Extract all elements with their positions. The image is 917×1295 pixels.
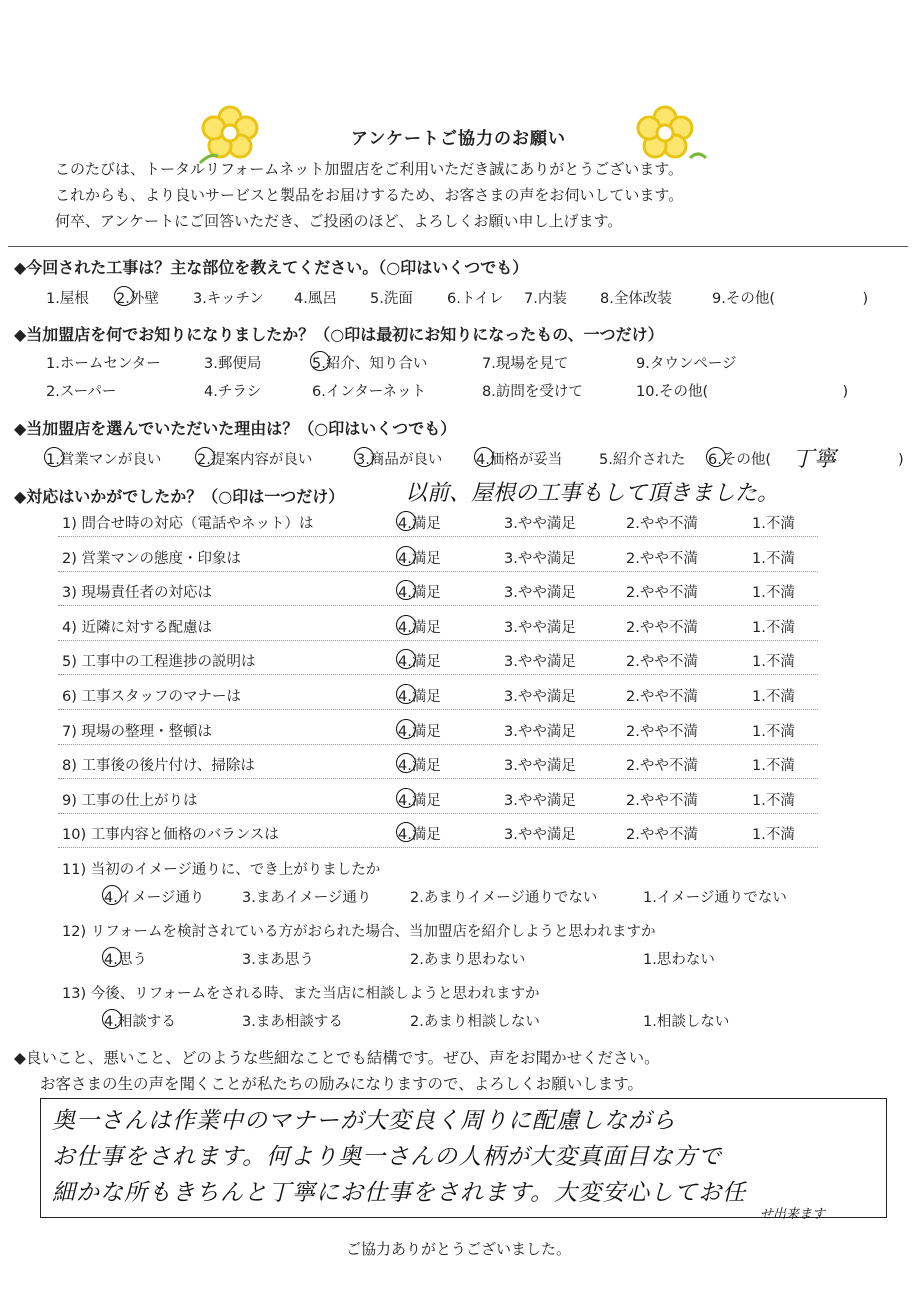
rating-option: 1.不満 bbox=[752, 827, 795, 843]
rating-option: 2.やや不満 bbox=[626, 654, 698, 670]
rating-option: 4.満足 bbox=[398, 654, 441, 670]
rating-option: 2.やや不満 bbox=[626, 516, 698, 532]
rating-option: 1.不満 bbox=[752, 585, 795, 601]
q2-option: 6.インターネット bbox=[312, 384, 427, 400]
rating-option: 3.やや満足 bbox=[504, 620, 576, 636]
thanks-text: ご協力ありがとうございました。 bbox=[345, 1240, 571, 1258]
q12-label: 12) リフォームを検討されている方がおられた場合、当加盟店を紹介しようと思われますか bbox=[62, 924, 656, 940]
rating-option: 2.やや不満 bbox=[626, 793, 698, 809]
q2-label: ◆当加盟店を何でお知りになりましたか？（○印は最初にお知りになったもの、一つだけ） bbox=[14, 325, 664, 344]
comments-label: ◆良いこと、悪いこと、どのような些細なことでも結構です。ぜひ、声をお聞かせください。 bbox=[14, 1049, 660, 1067]
selection-circle bbox=[396, 615, 416, 635]
rating-option: 4.満足 bbox=[398, 516, 441, 532]
rating-option: 1.不満 bbox=[752, 793, 795, 809]
selection-circle bbox=[396, 788, 416, 808]
q2-option: 3.郵便局 bbox=[204, 356, 262, 372]
q11-option: 4.イメージ通り bbox=[104, 890, 205, 906]
q4-handwritten-note: 以前、屋根の工事もして頂きました。 bbox=[405, 481, 780, 506]
rating-option: 2.やや不満 bbox=[626, 551, 698, 567]
selection-circle bbox=[195, 447, 215, 467]
q1-option: 1.屋根 bbox=[46, 291, 89, 307]
comments-sub: お客さまの生の声を聞くことが私たちの励みになりますので、よろしくお願いします。 bbox=[40, 1075, 643, 1093]
row-divider bbox=[58, 847, 818, 848]
q3-option: 3.商品が良い bbox=[356, 452, 443, 468]
rating-option: 4.満足 bbox=[398, 758, 441, 774]
q3-label: ◆当加盟店を選んでいただいた理由は？（○印はいくつでも） bbox=[14, 419, 457, 438]
selection-circle bbox=[44, 447, 64, 467]
row-divider bbox=[58, 536, 818, 537]
q1-option: 3.キッチン bbox=[193, 291, 264, 307]
rating-item-label: 4) 近隣に対する配慮は bbox=[62, 620, 212, 636]
rating-option: 1.不満 bbox=[752, 516, 795, 532]
selection-circle bbox=[396, 580, 416, 600]
rating-option: 4.満足 bbox=[398, 551, 441, 567]
selection-circle bbox=[396, 649, 416, 669]
q1-option: 2.外壁 bbox=[116, 291, 159, 307]
q3-option: ) bbox=[840, 452, 904, 468]
rating-option: 2.やや不満 bbox=[626, 585, 698, 601]
rating-option: 2.やや不満 bbox=[626, 689, 698, 705]
row-divider bbox=[58, 605, 818, 606]
rating-option: 2.やや不満 bbox=[626, 724, 698, 740]
rating-item-label: 10) 工事内容と価格のバランスは bbox=[62, 827, 279, 843]
q1-option: 8.全体改装 bbox=[600, 291, 672, 307]
rating-item-label: 9) 工事の仕上がりは bbox=[62, 793, 198, 809]
intro-line: これからも、より良いサービスと製品をお届けするため、お客さまの声をお伺いしています。 bbox=[55, 186, 684, 204]
q12-option: 1.思わない bbox=[643, 952, 715, 968]
rating-item-label: 5) 工事中の工程進捗の説明は bbox=[62, 654, 256, 670]
selection-circle bbox=[396, 511, 416, 531]
rating-option: 4.満足 bbox=[398, 724, 441, 740]
q12-option: 2.あまり思わない bbox=[410, 952, 526, 968]
rating-option: 1.不満 bbox=[752, 689, 795, 705]
rating-option: 1.不満 bbox=[752, 724, 795, 740]
comment-line: お仕事をされます。何より奥一さんの人柄が大変真面目な方で bbox=[52, 1144, 723, 1170]
selection-circle bbox=[396, 822, 416, 842]
rating-option: 3.やや満足 bbox=[504, 516, 576, 532]
q3-option: 6.その他( bbox=[708, 452, 771, 468]
q1-option: 5.洗面 bbox=[370, 291, 413, 307]
row-divider bbox=[58, 778, 818, 779]
q1-option: 4.風呂 bbox=[294, 291, 337, 307]
q1-label: ◆今回された工事は？主な部位を教えてください。（○印はいくつでも） bbox=[14, 258, 529, 277]
q13-option: 4.相談する bbox=[104, 1014, 176, 1030]
q11-option: 2.あまりイメージ通りでない bbox=[410, 890, 598, 906]
q3-option: 4.価格が妥当 bbox=[476, 452, 563, 468]
q2-option: 4.チラシ bbox=[204, 384, 262, 400]
rating-option: 3.やや満足 bbox=[504, 758, 576, 774]
q11-label: 11) 当初のイメージ通りに、でき上がりましたか bbox=[62, 862, 381, 878]
q11-option: 3.まあイメージ通り bbox=[242, 890, 372, 906]
selection-circle bbox=[474, 447, 494, 467]
rating-option: 3.やや満足 bbox=[504, 585, 576, 601]
rating-option: 4.満足 bbox=[398, 793, 441, 809]
q13-option: 2.あまり相談しない bbox=[410, 1014, 540, 1030]
comment-line: せ出来ます bbox=[760, 1207, 826, 1222]
rating-option: 1.不満 bbox=[752, 654, 795, 670]
q13-label: 13) 今後、リフォームをされる時、また当店に相談しようと思われますか bbox=[62, 986, 540, 1002]
intro-line: 何卒、アンケートにご回答いただき、ご投函のほど、よろしくお願い申し上げます。 bbox=[55, 212, 623, 230]
selection-circle bbox=[354, 447, 374, 467]
q3-option: 5.紹介された bbox=[599, 452, 686, 468]
rating-option: 3.やや満足 bbox=[504, 827, 576, 843]
q2-option: 1.ホームセンター bbox=[46, 356, 161, 372]
q3-other-handwritten: 丁寧 bbox=[792, 447, 837, 472]
rating-option: 3.やや満足 bbox=[504, 793, 576, 809]
rating-option: 1.不満 bbox=[752, 551, 795, 567]
q12-option: 3.まあ思う bbox=[242, 952, 314, 968]
row-divider bbox=[58, 709, 818, 710]
rating-option: 3.やや満足 bbox=[504, 689, 576, 705]
rating-option: 2.やや不満 bbox=[626, 827, 698, 843]
rating-option: 4.満足 bbox=[398, 827, 441, 843]
selection-circle bbox=[114, 286, 134, 306]
rating-option: 3.やや満足 bbox=[504, 654, 576, 670]
rating-item-label: 8) 工事後の後片付け、掃除は bbox=[62, 758, 255, 774]
rating-option: 2.やや不満 bbox=[626, 758, 698, 774]
row-divider bbox=[58, 744, 818, 745]
q13-option: 3.まあ相談する bbox=[242, 1014, 343, 1030]
rating-item-label: 2) 営業マンの態度・印象は bbox=[62, 551, 241, 567]
comment-line: 細かな所もきちんと丁寧にお仕事をされます。大変安心してお任 bbox=[52, 1180, 747, 1206]
q2-option: 10.その他( bbox=[636, 384, 709, 400]
selection-circle bbox=[396, 546, 416, 566]
selection-circle bbox=[396, 684, 416, 704]
intro-line: このたびは、トータルリフォームネット加盟店をご利用いただき誠にありがとうございます。 bbox=[55, 160, 684, 178]
rating-option: 4.満足 bbox=[398, 620, 441, 636]
row-divider bbox=[58, 674, 818, 675]
page-title: アンケートご協力のお願い bbox=[351, 129, 566, 149]
row-divider bbox=[58, 571, 818, 572]
q3-option: 2.提案内容が良い bbox=[197, 452, 313, 468]
q1-option: 9.その他( bbox=[712, 291, 775, 307]
row-divider bbox=[58, 640, 818, 641]
q3-option: 1.営業マンが良い bbox=[46, 452, 162, 468]
q2-option: 7.現場を見て bbox=[482, 356, 569, 372]
selection-circle bbox=[102, 947, 122, 967]
q1-option: 6.トイレ bbox=[447, 291, 504, 307]
rating-option: 1.不満 bbox=[752, 758, 795, 774]
q12-option: 4.思う bbox=[104, 952, 147, 968]
row-divider bbox=[58, 813, 818, 814]
selection-circle bbox=[102, 885, 122, 905]
selection-circle bbox=[310, 351, 330, 371]
q2-option: 9.タウンページ bbox=[636, 356, 737, 372]
rating-option: 2.やや不満 bbox=[626, 620, 698, 636]
q2-option: 5.紹介、知り合い bbox=[312, 356, 428, 372]
comment-line: 奥一さんは作業中のマナーが大変良く周りに配慮しながら bbox=[52, 1108, 676, 1134]
rating-item-label: 7) 現場の整理・整頓は bbox=[62, 724, 212, 740]
q2-option: 2.スーパー bbox=[46, 384, 117, 400]
rating-option: 4.満足 bbox=[398, 689, 441, 705]
selection-circle bbox=[102, 1009, 122, 1029]
selection-circle bbox=[396, 719, 416, 739]
rating-option: 3.やや満足 bbox=[504, 724, 576, 740]
rating-option: 4.満足 bbox=[398, 585, 441, 601]
q1-option: ) bbox=[790, 291, 869, 307]
selection-circle bbox=[706, 447, 726, 467]
rating-option: 1.不満 bbox=[752, 620, 795, 636]
q2-option: 8.訪問を受けて bbox=[482, 384, 583, 400]
q11-option: 1.イメージ通りでない bbox=[643, 890, 787, 906]
q4-label: ◆対応はいかがでしたか？（○印は一つだけ） bbox=[14, 487, 345, 506]
rating-item-label: 1) 問合せ時の対応（電話やネット）は bbox=[62, 516, 314, 532]
rating-item-label: 6) 工事スタッフのマナーは bbox=[62, 689, 241, 705]
rating-item-label: 3) 現場責任者の対応は bbox=[62, 585, 212, 601]
q1-option: 7.内装 bbox=[524, 291, 567, 307]
divider bbox=[8, 246, 908, 247]
q2-option: ) bbox=[770, 384, 849, 400]
q13-option: 1.相談しない bbox=[643, 1014, 730, 1030]
rating-option: 3.やや満足 bbox=[504, 551, 576, 567]
selection-circle bbox=[396, 753, 416, 773]
